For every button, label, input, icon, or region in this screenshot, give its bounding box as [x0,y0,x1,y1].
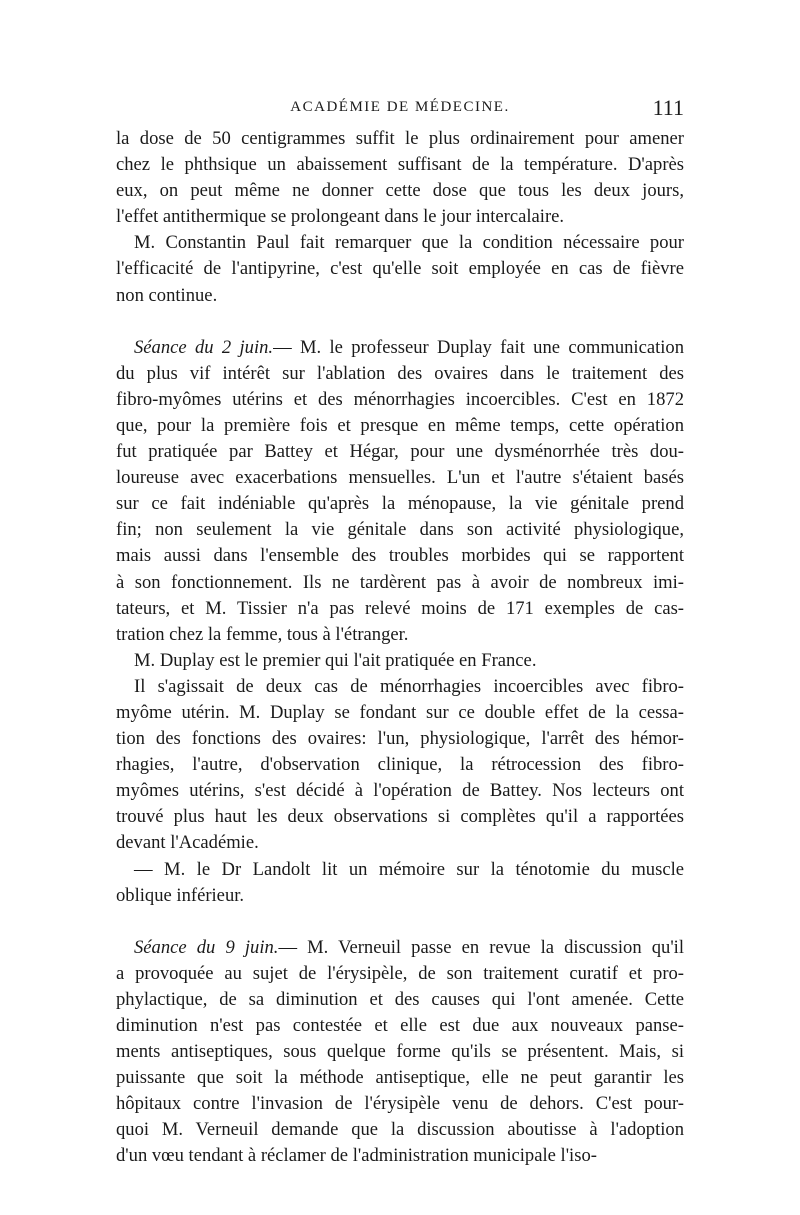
line-text: du plus vif intérêt sur l'ablation des ovaires dans le traitement des [116,362,684,384]
text-line [116,987,684,1013]
text-line [116,413,684,439]
paragraph [116,126,684,230]
page-number: 111 [652,95,684,120]
line-text: — M. le professeur Duplay fait une communication [273,336,685,358]
text-line [116,361,684,387]
text-line [116,1065,684,1091]
text-line [116,1117,684,1143]
text-line [116,491,684,517]
line-text: sur ce fait indéniable qu'après la ménopause, la vie génitale prend [116,493,684,515]
paragraph [116,648,684,674]
text-line [116,804,684,830]
line-text: d'un vœu tendant à réclamer de l'administration municipale l'iso- [116,1145,597,1167]
line-text: l'efficacité de l'antipyrine, c'est qu'elle soit employée en cas de fièvre [116,258,684,280]
line-text: à son fonctionnement. Ils ne tardèrent pas à avoir de nombreux imi- [116,571,684,593]
line-text: non continue. [116,284,218,306]
line-text: myômes utérins, s'est décidé à l'opération de Battey. Nos lecteurs ont [116,780,684,802]
text-line [116,935,684,961]
line-text: mais aussi dans l'ensemble des troubles morbides qui se rapportent [116,545,684,567]
line-text: trouvé plus haut les deux observations si complètes qu'il a rapportées [116,806,684,828]
line-text: M. Duplay est le premier qui l'ait pratiquée en France. [134,649,537,671]
text-line [116,961,684,987]
text-line [116,1013,684,1039]
line-text: myôme utérin. M. Duplay se fondant sur ce double effet de la cessa- [116,701,684,723]
text-line [116,752,684,778]
page-body [116,126,684,1170]
line-text: chez le phthsique un abaissement suffisant de la température. D'après [116,154,684,176]
line-text: la dose de 50 centigrammes suffit le plus ordinairement pour amener [116,128,684,149]
line-text: hôpitaux contre l'invasion de l'érysipèle venu de dehors. C'est pour- [116,1093,684,1115]
paragraph [116,230,684,308]
text-line [116,543,684,569]
line-text: a provoquée au sujet de l'érysipèle, de son traitement curatif et pro- [116,962,684,984]
paragraph [116,857,684,909]
line-text: tion des fonctions des ovaires: l'un, physiologique, l'arrêt des hémor- [116,728,684,750]
text-line [116,387,684,413]
text-line [116,674,684,700]
line-text: M. Constantin Paul fait remarquer que la condition nécessaire pour [134,232,684,254]
text-line [116,230,684,256]
line-text: oblique inférieur. [116,884,245,906]
line-text: phylactique, de sa diminution et des causes qui l'ont amenée. Cette [116,988,684,1010]
seance-date: Séance du 9 juin. [134,936,279,958]
text-line [116,830,684,856]
text-line [116,256,684,282]
text-line [116,596,684,622]
text-line [116,439,684,465]
text-line [116,622,684,648]
line-text: Il s'agissait de deux cas de ménorrhagies incoercibles avec fibro- [134,675,684,697]
text-line [116,152,684,178]
text-line [116,1039,684,1065]
text-line [116,570,684,596]
line-text: devant l'Académie. [116,832,259,854]
text-line [116,204,684,230]
text-line [116,1091,684,1117]
text-line [116,126,684,152]
line-text: tration chez la femme, tous à l'étranger. [116,623,409,645]
text-line [116,700,684,726]
text-line [116,517,684,543]
text-line [116,648,684,674]
line-text: fut pratiquée par Battey et Hégar, pour une dysménorrhée très dou- [116,441,684,463]
running-title: ACADÉMIE DE MÉDECINE. [290,99,510,115]
text-line [116,883,684,909]
text-line [116,1143,684,1169]
line-text: l'effet antithermique se prolongeant dans le jour intercalaire. [116,206,565,228]
line-text: quoi M. Verneuil demande que la discussion aboutisse à l'adoption [116,1119,684,1141]
line-text: diminution n'est pas contestée et elle est due aux nouveaux panse- [116,1015,684,1036]
paragraph [116,674,684,857]
line-text: fibro-myômes utérins et des ménorrhagies incoercibles. C'est en 1872 [116,388,684,410]
paragraph [116,935,684,1170]
line-text: loureuse avec exacerbations mensuelles. L'un et l'autre s'étaient basés [116,467,684,489]
line-text: puissante que soit la méthode antiseptique, elle ne peut garantir les [116,1067,684,1089]
line-text: — M. le Dr Landolt lit un mémoire sur la ténotomie du muscle [134,858,684,880]
text-line [116,178,684,204]
line-text: eux, on peut même ne donner cette dose que tous les deux jours, [116,180,684,202]
text-line [116,283,684,309]
line-text: rhagies, l'autre, d'observation clinique, la rétrocession des fibro- [116,754,684,776]
line-text: — M. Verneuil passe en revue la discussion qu'il [278,936,685,958]
page-header [116,95,684,121]
text-line [116,335,684,361]
line-text: que, pour la première fois et presque en même temps, cette opération [116,414,684,436]
line-text: tateurs, et M. Tissier n'a pas relevé moins de 171 exemples de cas- [116,597,684,619]
text-line [116,726,684,752]
line-text: fin; non seulement la vie génitale dans son activité physiologique, [116,519,684,541]
seance-date: Séance du 2 juin. [134,336,274,358]
text-line [116,778,684,804]
line-text: ments antiseptiques, sous quelque forme qu'ils se présentent. Mais, si [116,1041,684,1063]
text-line [116,857,684,883]
paragraph [116,335,684,648]
text-line [116,465,684,491]
